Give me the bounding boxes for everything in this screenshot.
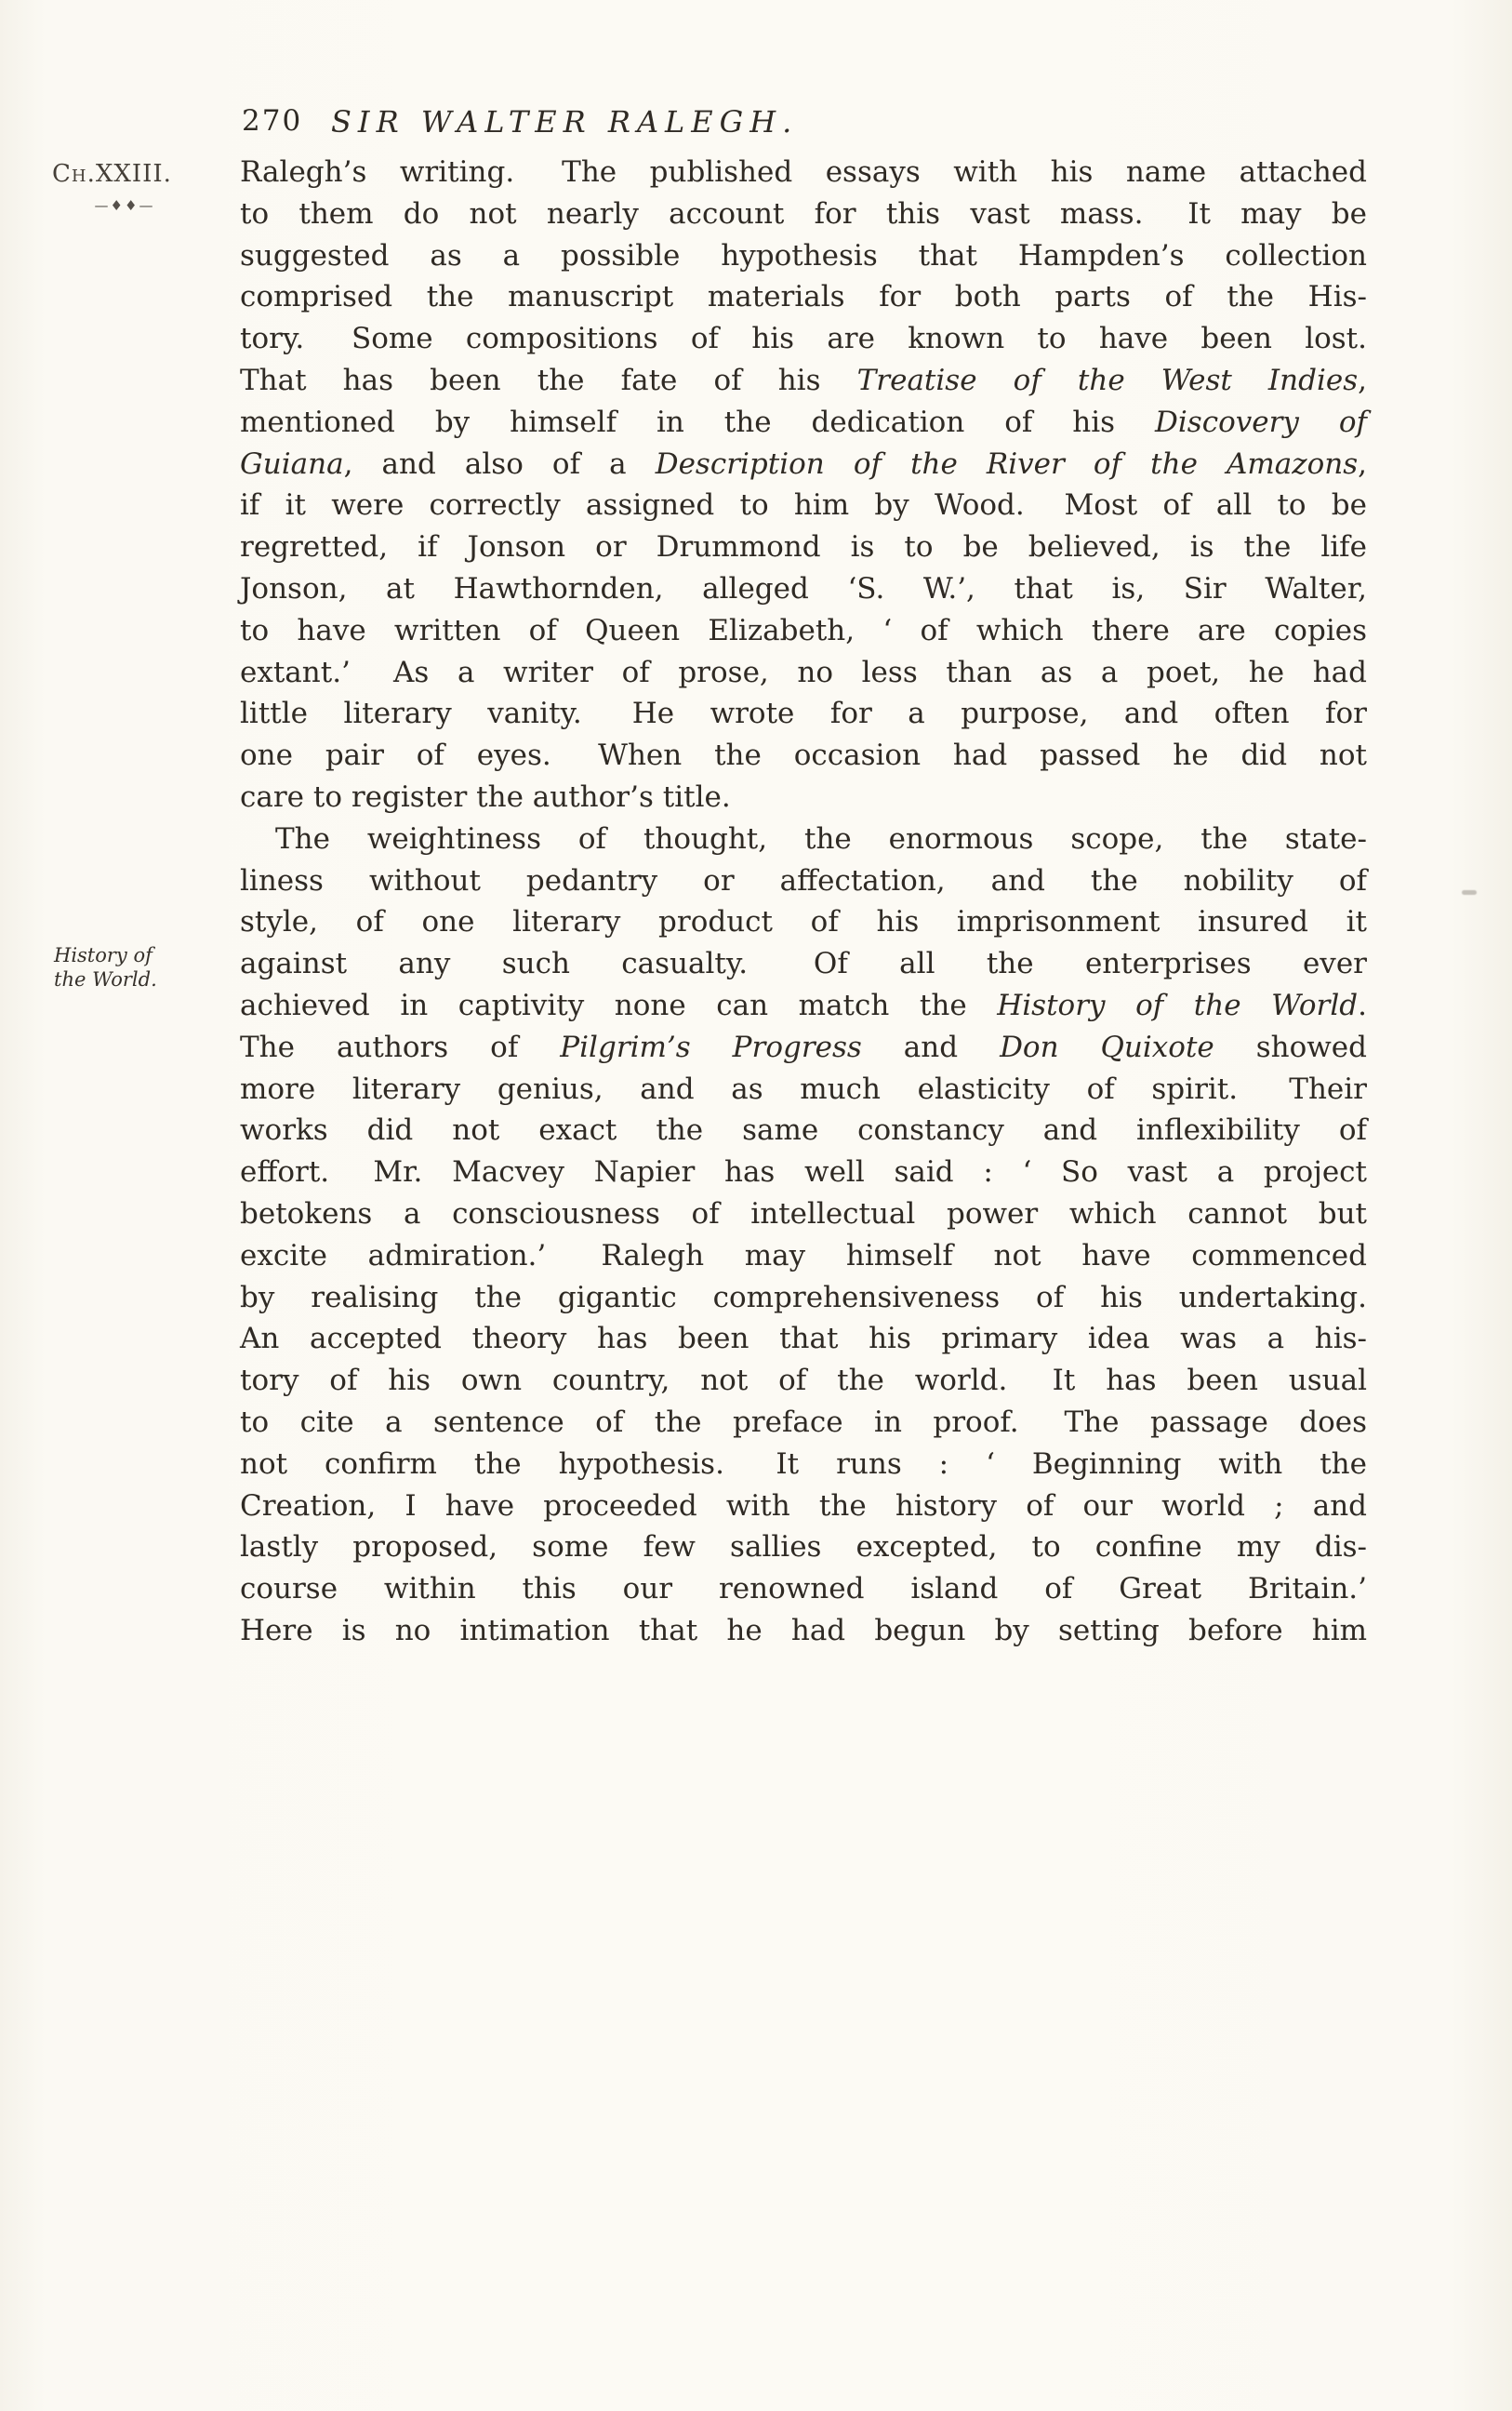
text-line [240, 860, 1367, 902]
text-line [240, 1360, 1367, 1402]
text-segment: tory. Some compositions of his are known to have been lost. [240, 322, 1367, 356]
text-segment: one pair of eyes. When the occasion had passed he did not [240, 739, 1367, 773]
text-segment: , and also of a [343, 446, 656, 481]
text-segment: Jonson, at Hawthornden, alleged ‘S. W.’, that is, Sir Walter, [240, 571, 1367, 606]
text-line [240, 610, 1367, 652]
scan-artifact [1462, 890, 1477, 895]
text-line [240, 1110, 1367, 1152]
text-line [240, 693, 1367, 735]
text-line [240, 1069, 1367, 1111]
text-segment: more literary genius, and as much elasticity of spirit. Their [240, 1072, 1367, 1106]
text-line [240, 735, 1367, 777]
text-segment: care to register the author’s title. [240, 779, 731, 814]
text-line [240, 1444, 1367, 1485]
text-line [240, 444, 1367, 486]
text-segment: lastly proposed, some few sallies excepted, to confine my dis- [240, 1530, 1367, 1565]
text-segment: little literary vanity. He wrote for a purpose, and often for [240, 697, 1367, 731]
text-line [240, 235, 1367, 277]
text-segment: The weightiness of thought, the enormous scope, the state- [275, 821, 1367, 856]
text-segment-italic: Guiana [240, 446, 344, 481]
body-text [240, 152, 1367, 1652]
text-segment-italic: Discovery of [1155, 405, 1367, 439]
text-segment: The authors of [240, 1030, 561, 1064]
running-head [0, 104, 1512, 145]
text-segment: comprised the manuscript materials for both parts of the His- [240, 280, 1367, 314]
text-line [240, 152, 1367, 193]
text-line [240, 485, 1367, 526]
text-segment: tory of his own country, not of the world. It has been usual [240, 1364, 1367, 1398]
text-segment-italic: Treatise of the West Indies [856, 363, 1359, 397]
text-line [240, 1193, 1367, 1235]
text-line [240, 1610, 1367, 1652]
text-line [240, 568, 1367, 610]
chapter-margin-label: Ch.XXIII. [52, 160, 172, 188]
text-line [240, 360, 1367, 402]
text-line [240, 1526, 1367, 1568]
text-segment: effort. Mr. Macvey Napier has well said : ‘ So vast a project [240, 1155, 1367, 1190]
text-segment-italic: History of the World [997, 988, 1359, 1022]
text-line [240, 652, 1367, 694]
text-line [240, 193, 1367, 235]
text-segment: . [1358, 988, 1367, 1022]
text-segment: Creation, I have proceeded with the history of our world ; and [240, 1488, 1367, 1523]
side-note-line: the World. [54, 968, 157, 991]
text-line [240, 1277, 1367, 1319]
text-segment: showed [1214, 1030, 1367, 1064]
text-line [240, 526, 1367, 568]
text-line [240, 1568, 1367, 1610]
text-segment: liness without pedantry or affectation, and the nobility of [240, 863, 1367, 898]
text-line [240, 276, 1367, 318]
running-title: SIR WALTER RALEGH. [331, 104, 799, 140]
text-segment: extant.’ As a writer of prose, no less than as a poet, he had [240, 655, 1367, 689]
text-segment: That has been the fate of his [240, 363, 857, 397]
text-line [240, 777, 1367, 819]
text-line [240, 1402, 1367, 1444]
text-segment: against any such casualty. Of all the enterprises ever [240, 947, 1367, 981]
text-segment: regretted, if Jonson or Drummond is to be believed, is the life [240, 530, 1367, 565]
text-line [240, 901, 1367, 943]
text-segment: style, of one literary product of his imprisonment insured it [240, 905, 1367, 939]
text-segment: and [861, 1030, 1001, 1064]
text-segment: , [1358, 363, 1367, 397]
text-line [240, 1318, 1367, 1360]
text-segment: course within this our renowned island of Great Britain.’ [240, 1572, 1367, 1606]
side-note-line: History of [54, 944, 153, 966]
page-number: 270 [242, 104, 303, 138]
text-line [240, 819, 1367, 860]
text-line [240, 1485, 1367, 1527]
text-segment: suggested as a possible hypothesis that Hampden’s collection [240, 238, 1367, 273]
text-segment: Here is no intimation that he had begun by setting before him [240, 1613, 1367, 1647]
text-segment: if it were correctly assigned to him by Wood. Most of all to be [240, 488, 1367, 523]
text-segment: mentioned by himself in the dedication of his [240, 405, 1156, 439]
text-line [240, 1235, 1367, 1277]
text-line [240, 1027, 1367, 1069]
text-segment: to cite a sentence of the preface in proof. The passage does [240, 1405, 1367, 1439]
text-segment-italic: Pilgrim’s Progress [560, 1030, 862, 1064]
text-segment: works did not exact the same constancy and inflexibility of [240, 1113, 1367, 1148]
text-segment: by realising the gigantic comprehensiveness of his undertaking. [240, 1280, 1367, 1314]
text-segment: achieved in captivity none can match the [240, 988, 998, 1022]
text-segment: excite admiration.’ Ralegh may himself not have commenced [240, 1238, 1367, 1272]
text-line [240, 985, 1367, 1027]
side-note-history-of-the-world [54, 943, 232, 992]
chapter-ornament: —♦♦— [94, 197, 155, 214]
text-segment: An accepted theory has been that his primary idea was a his- [240, 1322, 1367, 1356]
text-segment: to them do not nearly account for this vast mass. It may be [240, 196, 1367, 231]
text-line [240, 318, 1367, 360]
text-line [240, 402, 1367, 444]
text-segment: , [1358, 446, 1367, 481]
text-segment-italic: Description of the River of the Amazons [655, 446, 1359, 481]
text-line [240, 943, 1367, 985]
text-segment: betokens a consciousness of intellectual power which cannot but [240, 1196, 1367, 1231]
text-line [240, 1152, 1367, 1193]
text-segment-italic: Don Quixote [1000, 1030, 1214, 1064]
text-segment: Ralegh’s writing. The published essays with his name attached [240, 155, 1367, 189]
text-segment: not confirm the hypothesis. It runs : ‘ Beginning with the [240, 1446, 1367, 1481]
text-segment: to have written of Queen Elizabeth, ‘ of which there are copies [240, 613, 1367, 647]
